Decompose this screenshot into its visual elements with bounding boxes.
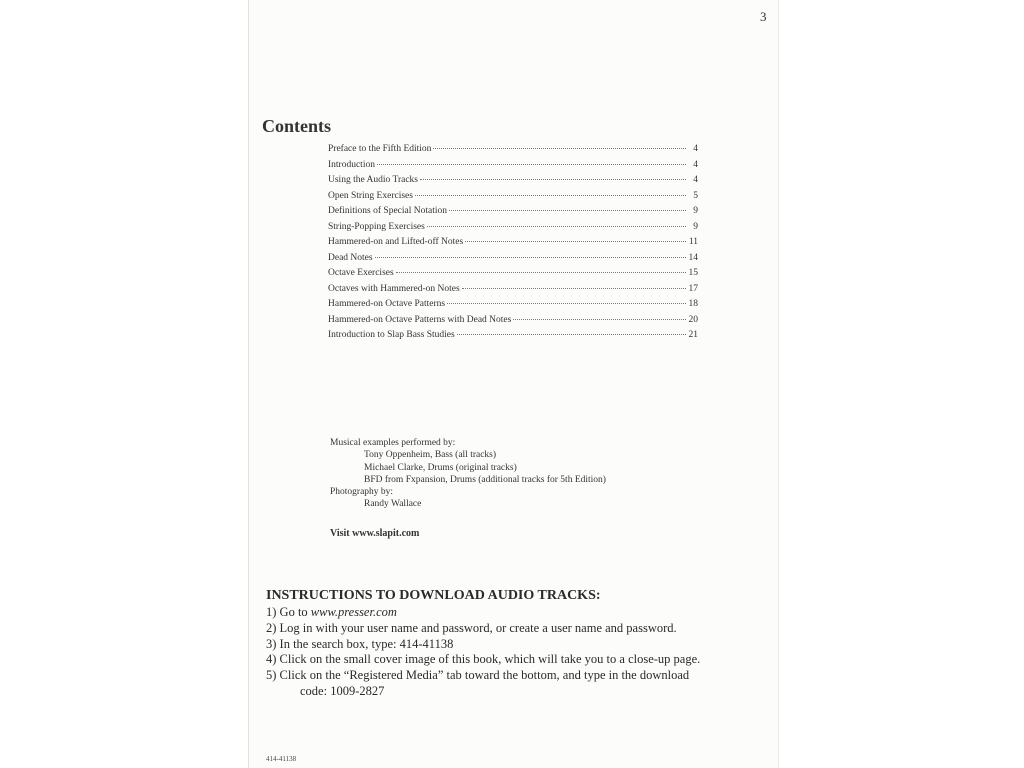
table-of-contents [328,144,698,346]
toc-entry [328,330,698,346]
toc-leader [513,319,686,320]
toc-entry-label: Definitions of Special Notation [328,206,447,216]
performer: BFD from Fxpansion, Drums (additional tracks for 5th Edition) [364,474,606,485]
toc-entry-page: 20 [688,314,698,325]
toc-entry-page: 9 [693,206,698,216]
toc-entry-page: 9 [693,221,698,232]
toc-entry [328,191,698,207]
photography-heading: Photography by: [330,487,394,498]
toc-entry-label: Octave Exercises [328,268,394,278]
contents-title: Contents [262,116,332,136]
toc-leader [465,241,686,242]
instruction-step-5: 5) Click on the “Registered Media” tab toward the bottom, and type in the download [266,668,690,683]
toc-leader [420,179,686,180]
toc-leader [415,195,686,196]
download-instructions [266,587,766,700]
photographer: Randy Wallace [364,499,422,510]
toc-entry-label: Octaves with Hammered-on Notes [328,283,460,294]
toc-entry-label: Hammered-on Octave Patterns with Dead Notes [328,314,512,325]
toc-entry-page: 15 [688,268,698,278]
toc-entry [328,222,698,238]
instruction-step-4: 4) Click on the small cover image of this book, which will take you to a close-up page. [266,652,701,667]
toc-leader [449,210,686,211]
toc-leader [377,164,686,165]
instruction-step-3: 3) In the search box, type: 414-41138 [266,636,454,651]
toc-entry [328,206,698,222]
footer-catalog-code: 414-41138 [266,755,297,763]
toc-entry-label: Introduction to Slap Bass Studies [328,330,455,340]
toc-entry [328,237,698,253]
toc-leader [375,257,686,258]
toc-leader [447,303,686,304]
toc-entry-label: String-Popping Exercises [328,221,425,232]
toc-entry [328,268,698,284]
step-1-prefix: 1) Go to [266,605,311,619]
toc-entry [328,175,698,191]
toc-entry-label: Using the Audio Tracks [328,175,418,185]
presser-url: www.presser.com [310,605,397,619]
instruction-step-1 [266,605,766,621]
toc-entry-label: Open String Exercises [328,190,413,201]
toc-entry [328,160,698,176]
performed-by-heading: Musical examples performed by: [330,438,456,448]
toc-entry [328,284,698,300]
visit-website: Visit www.slapit.com [330,528,420,539]
toc-entry [328,144,698,160]
toc-entry [328,253,698,269]
toc-leader [457,334,686,335]
toc-entry-label: Hammered-on and Lifted-off Notes [328,237,464,247]
performer: Michael Clarke, Drums (original tracks) [364,462,517,473]
toc-entry [328,299,698,315]
instruction-step-5-code: code: 1009-2827 [300,683,385,698]
toc-entry-page: 17 [688,283,698,294]
toc-entry-page: 18 [688,299,698,309]
toc-entry-page: 4 [693,144,698,154]
toc-leader [427,226,686,227]
toc-entry-page: 21 [688,330,698,340]
toc-entry-page: 14 [688,252,698,263]
credits-block [330,437,606,511]
toc-entry-page: 4 [693,175,698,185]
toc-entry-page: 4 [693,159,698,170]
instruction-step-2: 2) Log in with your user name and password, or create a user name and password. [266,620,677,635]
toc-entry-label: Introduction [328,159,375,170]
toc-leader [462,288,686,289]
toc-entry-label: Dead Notes [328,252,373,263]
toc-entry-page: 11 [688,237,698,247]
toc-entry-label: Hammered-on Octave Patterns [328,299,446,309]
toc-entry [328,315,698,331]
performer: Tony Oppenheim, Bass (all tracks) [364,450,497,461]
page-number: 3 [760,9,767,24]
toc-leader [433,148,686,149]
toc-leader [396,272,686,273]
toc-entry-page: 5 [693,190,698,201]
toc-entry-label: Preface to the Fifth Edition [328,144,432,154]
instructions-heading: INSTRUCTIONS TO DOWNLOAD AUDIO TRACKS: [266,588,601,603]
